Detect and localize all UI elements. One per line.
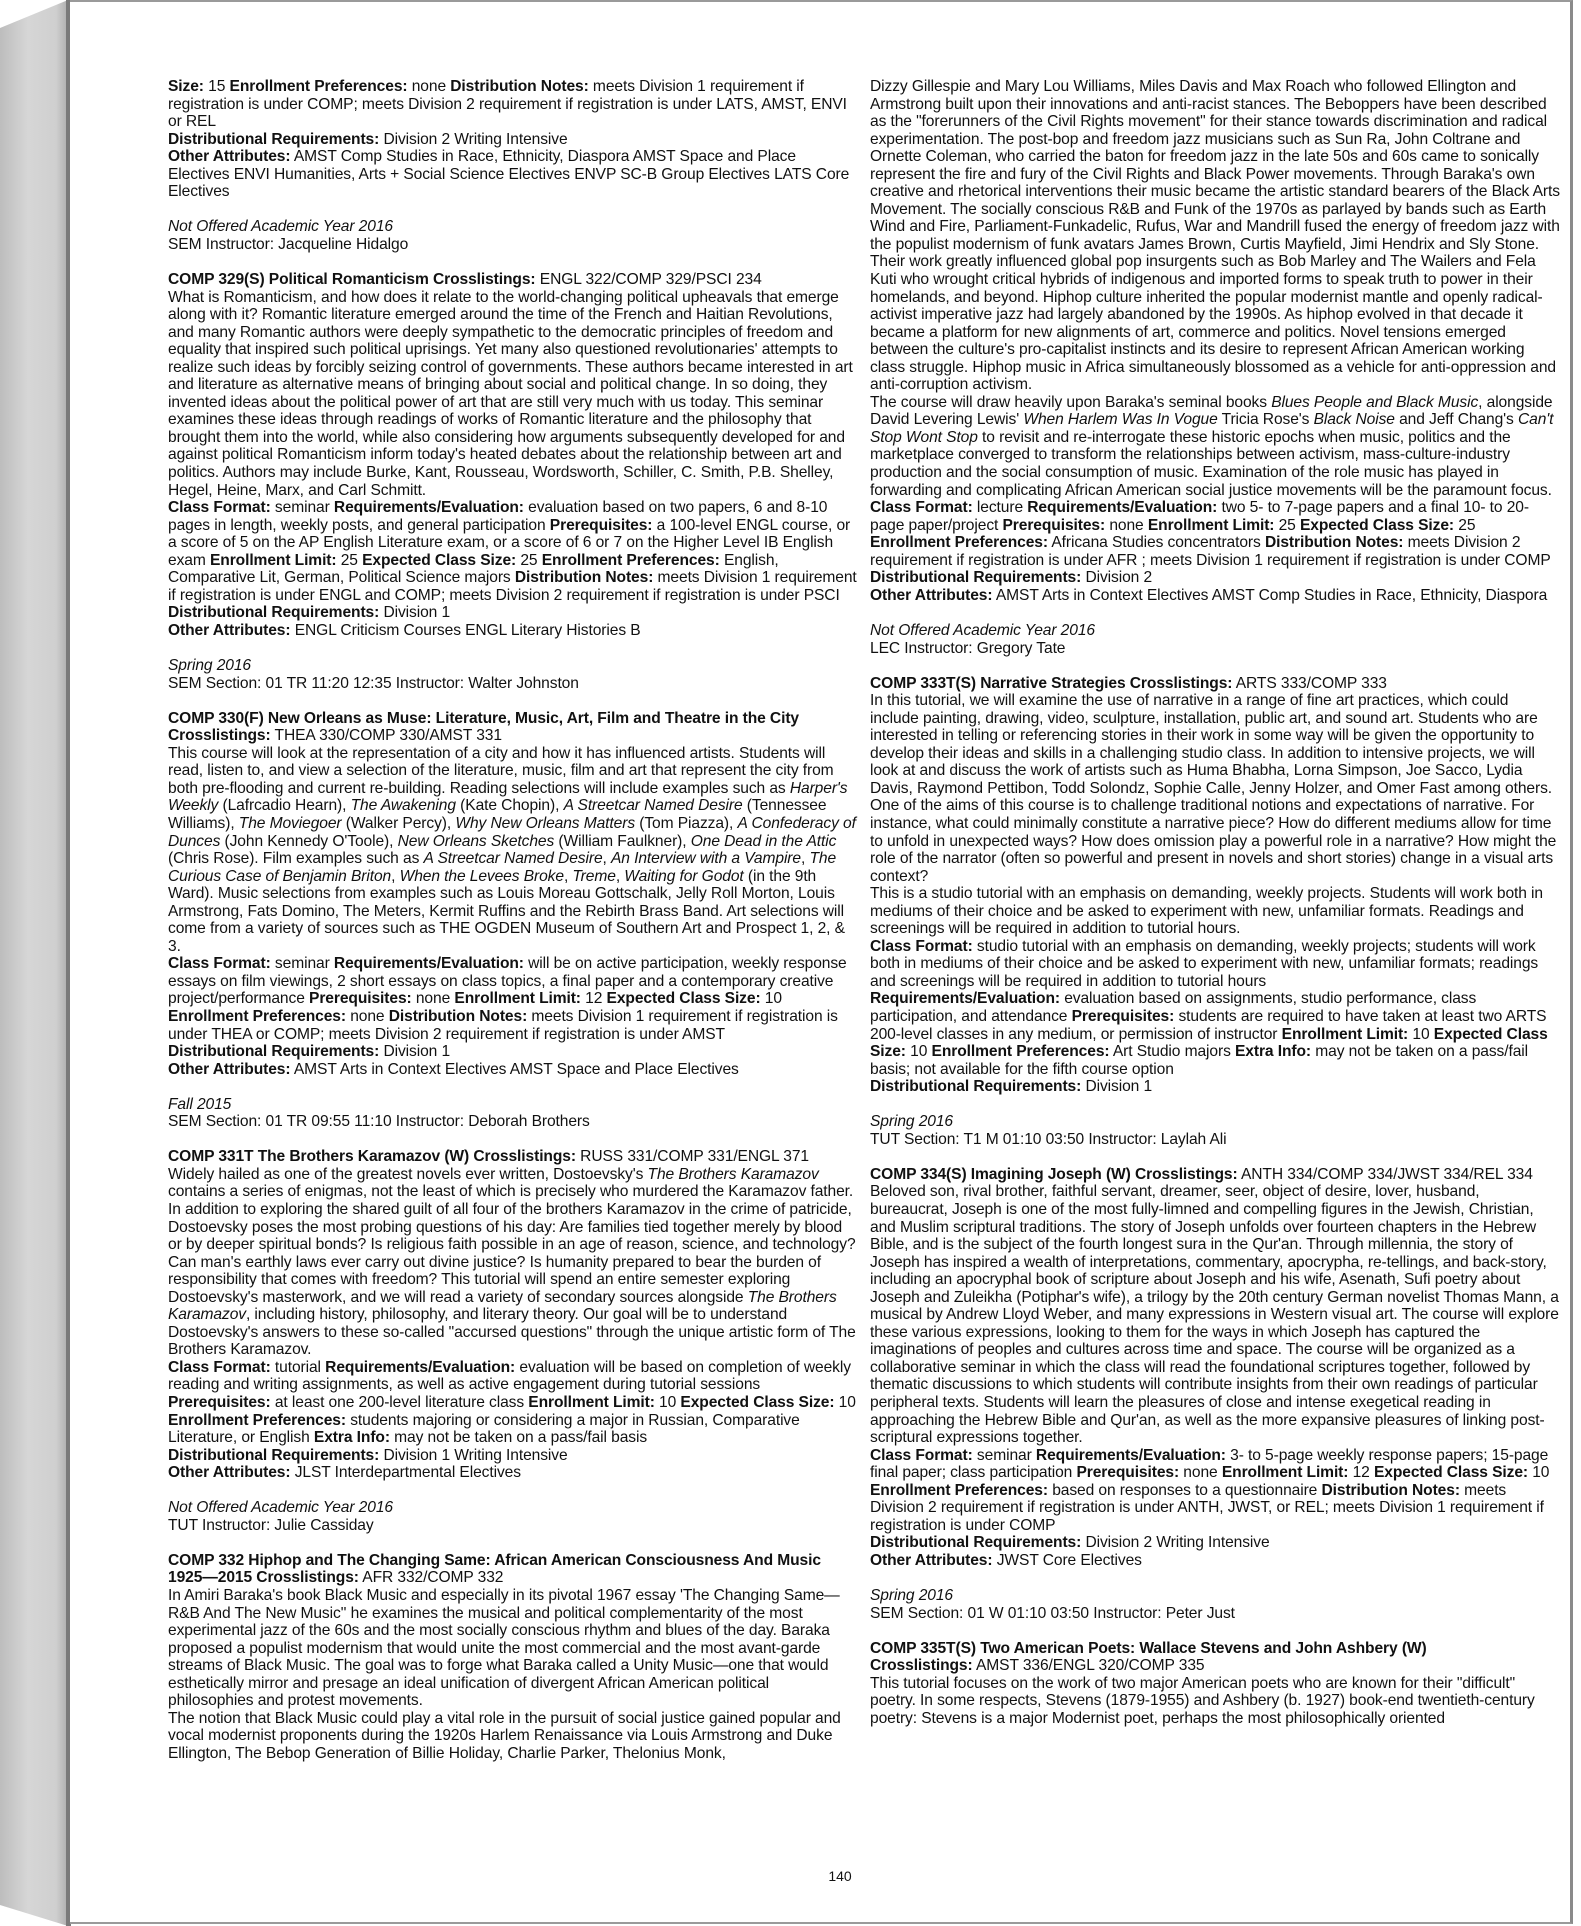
book-spine	[0, 0, 70, 1926]
text-block: Class Format: seminar Requirements/Evaluation: will be on active participation, weekly response essays on film viewings, 2 short essays on class topics, a final paper and a contemporary creative project/performance Prerequisites: none Enrollment Limit: 12 Expected Class Size: 10 Enrollment Preferences: none Distribution Notes: meets Division 1 requirement if registration is under THEA or COMP; meets Division 2 requirement if registration is under AMST	[168, 955, 847, 1043]
paragraph-gap	[168, 201, 858, 219]
text-block: This course will look at the representation of a city and how it has influenced artists. Students will read, listen to, and view a selection of the literature, music, film and art that represent the city from both pre-flooding and current re-building. Reading selections will include examples such as Harper's Weekly (Lafrcadio Hearn), The Awakening (Kate Chopin), A Streetcar Named Desire (Tennessee Williams), The Moviegoer (Walker Percy), Why New Orleans Matters (Tom Piazza), A Confederacy of Dunces (John Kennedy O'Toole), New Orleans Sketches (William Faulkner), One Dead in the Attic (Chris Rose). Film examples such as A Streetcar Named Desire, An Interview with a Vampire, The Curious Case of Benjamin Briton, When the Levees Broke, Treme, Waiting for Godot (in the 9th Ward). Music selections from examples such as Louis Moreau Gottschalk, Jelly Roll Morton, Louis Armstrong, Fats Domino, The Meters, Kermit Ruffins and the Rebirth Brass Band. Art selections will come from a variety of sources such as THE OGDEN Museum of Southern Art and Prospect 1, 2, & 3.	[168, 744, 856, 955]
text-block: Class Format: tutorial Requirements/Evaluation: evaluation will be based on completion of weekly reading and writing assignments, as well as active engagement during tutorial sessions Prerequisites: at least one 200-level literature class Enrollment Limit: 10 Expected Class Size: 10 Enrollment Preferences: students majoring or considering a major in Russian, Comparative Literature, or English Extra Info: may not be taken on a pass/fail basis	[168, 1358, 856, 1447]
text-block: COMP 334(S) Imagining Joseph (W) Crosslistings: ANTH 334/COMP 334/JWST 334/REL 334	[870, 1165, 1533, 1183]
text-block: What is Romanticism, and how does it relate to the world-changing political upheavals that emerge along with it? Romantic literature emerged around the time of the French and Haitian Revolutions, and many Romantic authors were deeply sympathetic to the democratic principles of freedom and equality that inspired such political uprisings. Yet many also questioned revolutionaries' attempts to realize such ideas by forcibly seizing control of governments. These authors became interested in art and literature as alternative means of bringing about social and political change. In so doing, they invented ideas about the political power of art that are still very much with us today. This seminar examines these ideas through readings of works of Romantic literature and the philosophy that brought them into the world, while also considering how arguments subsequently developed for and against political Romanticism inform today's heated debates about the relationship between art and politics. Authors may include Burke, Kant, Rousseau, Wordsworth, Schiller, C. Smith, P.B. Shelley, Hegel, Heine, Marx, and Carl Schmitt.	[168, 288, 853, 499]
paragraph-gap	[870, 657, 1560, 675]
paragraph-gap	[168, 1078, 858, 1096]
text-block: Spring 2016	[870, 1113, 953, 1131]
text-block: Crosslistings: THEA 330/COMP 330/AMST 331	[168, 727, 502, 745]
text-block: Distributional Requirements: Division 1 Writing Intensive	[168, 1446, 568, 1464]
text-block: SEM Instructor: Jacqueline Hidalgo	[168, 235, 409, 253]
text-block: Class Format: seminar Requirements/Evaluation: evaluation based on two papers, 6 and 8-10 pages in length, weekly posts, and general participation Prerequisites: a 100-level ENGL course, or a score of 5 on the AP English Literature exam, or a score of 6 or 7 on the Higher Level IB English exam Enrollment Limit: 25 Expected Class Size: 25 Enrollment Preferences: English, Comparative Lit, German, Political Science majors Distribution Notes: meets Division 1 requirement if registration is under ENGL and COMP; meets Division 2 requirement if registration is under PSCI	[168, 499, 857, 604]
paragraph-gap	[870, 604, 1560, 622]
text-block: Class Format: studio tutorial with an emphasis on demanding, weekly projects; students will work both in mediums of their choice and be asked to experiment with new, unfamiliar formats; readings and screenings will be required in addition to tutorial hours	[870, 937, 1539, 990]
text-block: Distributional Requirements: Division 1	[168, 1043, 451, 1061]
text-block: This tutorial focuses on the work of two major American poets who are known for their "difficult" poetry. In some respects, Stevens (1879-1955) and Ashbery (b. 1927) book-end twentieth-century poetry: Stevens is a major Modernist poet, perhaps the most philosophically oriented	[870, 1674, 1535, 1727]
text-block: Distributional Requirements: Division 2	[870, 569, 1153, 587]
text-block: Not Offered Academic Year 2016	[168, 1499, 393, 1517]
text-block: Other Attributes: JWST Core Electives	[870, 1551, 1142, 1569]
text-block: COMP 335T(S) Two American Poets: Wallace Stevens and John Ashbery (W)	[870, 1639, 1427, 1657]
text-block: Other Attributes: AMST Comp Studies in Race, Ethnicity, Diaspora AMST Space and Place Electives ENVI Humanities, Arts + Social Science Electives ENVP SC-B Group Electives LATS Core Electives	[168, 148, 850, 201]
paragraph-gap	[168, 692, 858, 710]
text-block: Other Attributes: AMST Arts in Context Electives AMST Comp Studies in Race, Ethnicity, Diaspora	[870, 586, 1548, 604]
text-block: SEM Section: 01 TR 09:55 11:10 Instructor: Deborah Brothers	[168, 1113, 590, 1131]
left-column	[168, 78, 858, 1763]
text-block: Class Format: seminar Requirements/Evaluation: 3- to 5-page weekly response papers; 15-page final paper; class participation Prerequisites: none Enrollment Limit: 12 Expected Class Size: 10 Enrollment Preferences: based on responses to a questionnaire Distribution Notes: meets Division 2 requirement if registration is under ANTH, JWST, or REL; meets Division 1 requirement if registration is under COMP	[870, 1446, 1550, 1534]
text-block: COMP 329(S) Political Romanticism Crosslistings: ENGL 322/COMP 329/PSCI 234	[168, 271, 762, 289]
text-block: Crosslistings: AMST 336/ENGL 320/COMP 335	[870, 1657, 1205, 1675]
text-block: Fall 2015	[168, 1095, 232, 1113]
paragraph-gap	[870, 1148, 1560, 1166]
paragraph-gap	[168, 1534, 858, 1552]
paragraph-gap	[168, 1131, 858, 1149]
paragraph-gap	[168, 253, 858, 271]
text-block: Beloved son, rival brother, faithful servant, dreamer, seer, object of desire, lover, husband, bureaucrat, Joseph is one of the most fully-limned and compelling figures in the Jewish, Christian, and Muslim scriptural traditions. The story of Joseph unfolds over fourteen chapters in the Hebrew Bible, and is the subject of the fourth longest sura in the Qur'an. Through millennia, the story of Joseph has inspired a wealth of interpretations, commentary, apocrypha, re-tellings, and back-story, including an apocryphal book of scripture about Joseph and his wife, Asenath, Sufi poetry about Joseph and Zuleikha (Potiphar's wife), a trilogy by the 20th century German novelist Thomas Mann, a musical by Andrew Lloyd Weber, and many expressions in Western visual art. The course will explore these various expressions, looking to them for the ways in which Joseph has captured the imaginations of peoples and cultures across time and space. The course will be organized as a collaborative seminar in which the class will read the foundational scriptures together, followed by thematic discussions to which students will contribute insights from their own readings of particular peripheral texts. Students will learn the pleasures of close and intense exegetical reading in approaching the Hebrew Bible and Qur'an, as well as the more expansive pleasures of linking post-scriptural expressions together.	[870, 1183, 1559, 1447]
text-block: Not Offered Academic Year 2016	[168, 218, 393, 236]
text-block: COMP 333T(S) Narrative Strategies Crosslistings: ARTS 333/COMP 333	[870, 674, 1387, 692]
text-block: The notion that Black Music could play a vital role in the pursuit of social justice gained popular and vocal modernist proponents during the 1920s Harlem Renaissance via Louis Armstrong and Duke Ellington, The Bebop Generation of Billie Holiday, Charlie Parker, Thelonius Monk,	[168, 1709, 841, 1762]
text-block: Other Attributes: ENGL Criticism Courses ENGL Literary Histories B	[168, 621, 641, 639]
text-block: Distributional Requirements: Division 2 Writing Intensive	[168, 130, 568, 148]
text-block: In this tutorial, we will examine the use of narrative in a range of fine art practices, which could include painting, drawing, video, sculpture, installation, public art, and sound art. Students who are interested in telling or referencing stories in their work in some way will be given the opportunity to develop their ideas and skills in a challenging studio class. In addition to intensive projects, we will look at and discuss the work of artists such as Huma Bhabha, Lorna Simpson, Joe Sacco, Lydia Davis, Raymond Pettibon, Todd Solondz, Sophie Calle, Jenny Holzer, and Omer Fast among others. One of the aims of this course is to challenge traditional notions and expectations of narrative. For instance, what could minimally constitute a narrative piece? How do different mediums allow for time to unfold in unexpected ways? How does omission play a powerful role in a narrative? How might the role of the narrator (often so powerful and present in novels and short stories) change in a visual arts context?	[870, 692, 1557, 885]
paragraph-gap	[870, 1569, 1560, 1587]
text-block: SEM Section: 01 TR 11:20 12:35 Instructor: Walter Johnston	[168, 674, 579, 692]
page-number: 140	[828, 1868, 852, 1884]
text-block: Distributional Requirements: Division 1	[870, 1078, 1153, 1096]
paragraph-gap	[168, 1482, 858, 1500]
text-block: Widely hailed as one of the greatest novels ever written, Dostoevsky's The Brothers Karamazov contains a series of enigmas, not the least of which is precisely who murdered the Karamazov father. In addition to exploring the shared guilt of all four of the brothers Karamazov in the crime of patricide, Dostoevsky poses the most probing questions of his day: Are families tied together merely by blood or by deeper spiritual bonds? Is religious faith possible in an age of reason, science, and technology? Can man's earthly laws ever carry out divine justice? Is humanity prepared to bear the burden of responsibility that comes with freedom? This tutorial will spend an entire semester exploring Dostoevsky's masterwork, and we will read a variety of secondary sources alongside The Brothers Karamazov, including history, philosophy, and literary theory. Our goal will be to understand Dostoevsky's answers to these so-called "accursed questions" through the unique artistic form of The Brothers Karamazov.	[168, 1165, 856, 1359]
text-block: Requirements/Evaluation: evaluation based on assignments, studio performance, class participation, and attendance Prerequisites: students are required to have taken at least two ARTS 200-level classes in any medium, or permission of instructor Enrollment Limit: 10 Expected Class Size: 10 Enrollment Preferences: Art Studio majors Extra Info: may not be taken on a pass/fail basis; not available for the fifth course option	[870, 990, 1548, 1078]
text-block: TUT Instructor: Julie Cassiday	[168, 1516, 374, 1534]
text-block: Distributional Requirements: Division 1	[168, 604, 451, 622]
text-block: Not Offered Academic Year 2016	[870, 621, 1095, 639]
text-block: In Amiri Baraka's book Black Music and especially in its pivotal 1967 essay 'The Changing Same—R&B And The New Music'' he examines the musical and political complementarity of the most experimental jazz of the 60s and the most socially conscious rhythm and blues of the day. Baraka proposed a populist modernism that would unite the most commercial and the most avant-garde streams of Black Music. The goal was to forge what Baraka called a Unity Music—one that would esthetically mirror and presage an ideal unification of divergent African American political philosophies and protest movements.	[168, 1587, 840, 1710]
text-block: Class Format: lecture Requirements/Evaluation: two 5- to 7-page papers and a final 10- to 20-page paper/project Prerequisites: none Enrollment Limit: 25 Expected Class Size: 25 Enrollment Preferences: Africana Studies concentrators Distribution Notes: meets Division 2 requirement if registration is under AFR ; meets Division 1 requirement if registration is under COMP	[870, 499, 1551, 569]
text-block: Spring 2016	[168, 657, 251, 675]
paragraph-gap	[870, 1096, 1560, 1114]
text-block: Size: 15 Enrollment Preferences: none Distribution Notes: meets Division 1 requirement if registration is under COMP; meets Division 2 requirement if registration is under LATS, AMST, ENVI or REL	[168, 78, 847, 131]
text-block: COMP 331T The Brothers Karamazov (W) Crosslistings: RUSS 331/COMP 331/ENGL 371	[168, 1148, 809, 1166]
text-block: Other Attributes: JLST Interdepartmental Electives	[168, 1464, 521, 1482]
text-block: Spring 2016	[870, 1587, 953, 1605]
text-block: Dizzy Gillespie and Mary Lou Williams, Miles Davis and Max Roach who followed Ellington and Armstrong built upon their innovations and anti-racist stances. The Beboppers have been described as the "forerunners of the Civil Rights movement" for their stance towards discrimination and radical experimentation. The post-bop and freedom jazz musicians such as Sun Ra, John Coltrane and Ornette Coleman, who carried the baton for freedom jazz in the late 50s and 60s came to sonically represent the fire and fury of the Civil Rights and Black Power movements. Through Baraka's own creative and rhetorical interventions their music became the artistic standard bearers of the Black Arts Movement. The socially conscious R&B and Funk of the 1970s as parlayed by bands such as Earth Wind and Fire, Parliament-Funkadelic, Rufus, War and Mandrill fused the energy of freedom jazz with the populist modernism of funk avatars James Brown, Curtis Mayfield, Jimi Hendrix and Sly Stone. Their work greatly influenced global pop insurgents such as Bob Marley and The Wailers and Fela Kuti who wrought critical hybrids of indigenous and imported forms to speak truth to power in their homelands, and beyond. Hiphop culture inherited the popular modernist mantle and openly radical-activist imperative jazz had largely abandoned by the 1990s. As hiphop evolved in that decade it became a platform for new alignments of art, commerce and politics. Novel tensions emerged between the culture's pro-capitalist instincts and its desire to represent African American working class struggle. Hiphop music in Africa simultaneously blossomed as a vehicle for anti-oppression and anti-corruption activism.	[870, 78, 1560, 394]
paragraph-gap	[870, 1622, 1560, 1640]
text-block: LEC Instructor: Gregory Tate	[870, 639, 1066, 657]
right-column	[870, 78, 1560, 1727]
text-block: COMP 332 Hiphop and The Changing Same: African American Consciousness And Music 1925—2015 Crosslistings: AFR 332/COMP 332	[168, 1551, 821, 1587]
text-block: Distributional Requirements: Division 2 Writing Intensive	[870, 1534, 1270, 1552]
text-block: TUT Section: T1 M 01:10 03:50 Instructor: Laylah Ali	[870, 1130, 1227, 1148]
paragraph-gap	[168, 640, 858, 658]
text-block: This is a studio tutorial with an emphasis on demanding, weekly projects. Students will work both in mediums of their choice and be asked to experiment with new, unfamiliar formats. Readings and screenings will be required in addition to tutorial hours.	[870, 885, 1543, 938]
text-block: COMP 330(F) New Orleans as Muse: Literature, Music, Art, Film and Theatre in the City	[168, 709, 799, 727]
text-block: Other Attributes: AMST Arts in Context Electives AMST Space and Place Electives	[168, 1060, 739, 1078]
text-block: SEM Section: 01 W 01:10 03:50 Instructor: Peter Just	[870, 1604, 1235, 1622]
text-block: The course will draw heavily upon Baraka's seminal books Blues People and Black Music, alongside David Levering Lewis' When Harlem Was In Vogue Tricia Rose's Black Noise and Jeff Chang's Can't Stop Wont Stop to revisit and re-interrogate these historic epochs when music, politics and the marketplace converged to transform the relationships between activism, mass-culture-industry production and the social consumption of music. Examination of the role music has played in forwarding and complicating African American social justice movements will be the paramount focus.	[870, 393, 1554, 499]
